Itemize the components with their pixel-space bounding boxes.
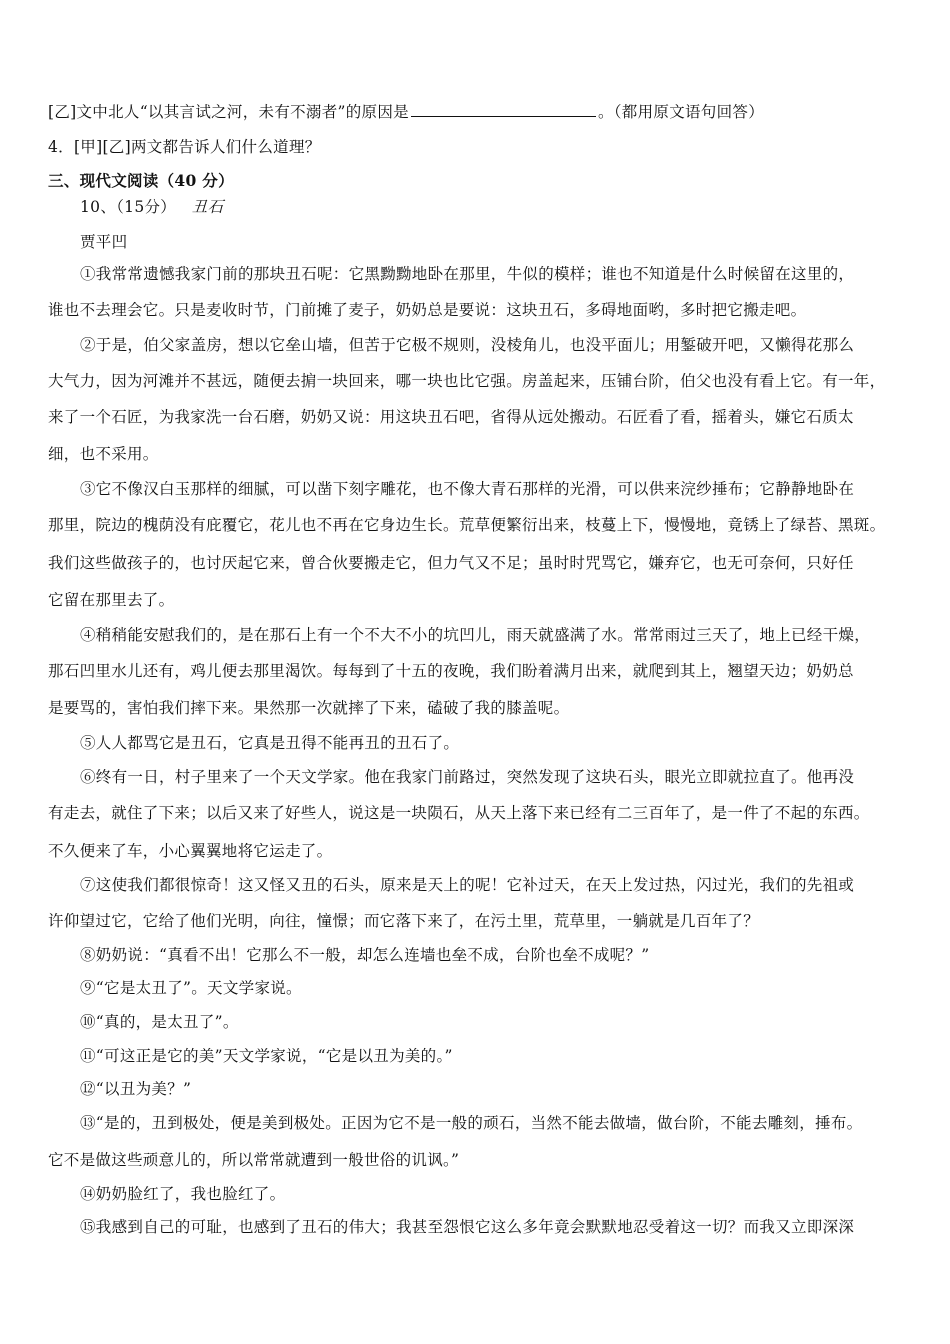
paragraph-line: ④稍稍能安慰我们的，是在那石上有一个不大不小的坑凹儿，雨天就盛满了水。常常雨过三天了，地上已经干燥， [80,626,871,644]
paragraph-line: 那里，院边的槐荫没有庇覆它，花儿也不再在它身边生长。荒草便繁衍出来，枝蔓上下，慢慢地，竟锈上了绿苔、黑斑。 [48,516,886,534]
section-heading: 三、现代文阅读（40 分） [48,171,234,190]
paragraph-line: ⑦这使我们都很惊奇！这又怪又丑的石头，原来是天上的呢！它补过天，在天上发过热，闪过光，我们的先祖或 [80,876,855,894]
question-10 [80,196,223,218]
paragraph-line: ②于是，伯父家盖房，想以它垒山墙，但苦于它极不规则，没棱角儿，也没平面儿；用錾破开吧，又懒得花那么 [80,336,855,354]
paragraph-line: 它留在那里去了。 [48,591,175,609]
question-yi-text: [乙]文中北人“以其言试之河，未有不溺者”的原因是 [48,103,409,121]
paragraph-line: ①我常常遗憾我家门前的那块丑石呢：它黑黝黝地卧在那里，牛似的模样；谁也不知道是什么时候留在这里的， [80,265,855,283]
paragraph-line: 细，也不采用。 [48,445,159,463]
article-author: 贾平凹 [80,233,128,251]
answer-blank[interactable] [411,102,596,117]
question-yi [48,101,764,123]
paragraph-line: 我们这些做孩子的，也讨厌起它来，曾合伙要搬走它，但力气又不足；虽时时咒骂它，嫌弃它，也无可奈何，只好任 [48,554,854,572]
paragraph-line: 是要骂的，害怕我们摔下来。果然那一次就摔了下来，磕破了我的膝盖呢。 [48,699,570,717]
paragraph-line: ⑤人人都骂它是丑石，它真是丑得不能再丑的丑石了。 [80,734,460,752]
paragraph-line: ⑥终有一日，村子里来了一个天文学家。他在我家门前路过，突然发现了这块石头，眼光立即就拉直了。他再没 [80,768,855,786]
paragraph-line: ⑪“可这正是它的美”天文学家说，“它是以丑为美的。” [80,1047,453,1065]
question-4: 4．[甲][乙]两文都告诉人们什么道理？ [48,138,321,156]
paragraph-line: ⑮我感到自己的可耻，也感到了丑石的伟大；我甚至怨恨它这么多年竟会默默地忍受着这一切？而我又立即深深 [80,1218,855,1236]
paragraph-line: 许仰望过它，它给了他们光明，向往，憧憬；而它落下来了，在污土里，荒草里，一躺就是几百年了？ [48,912,760,930]
paragraph-line: 不久便来了车，小心翼翼地将它运走了。 [48,842,333,860]
paragraph-line: ⑬“是的，丑到极处，便是美到极处。正因为它不是一般的顽石，当然不能去做墙，做台阶，不能去雕刻，捶布。 [80,1114,863,1132]
question-10-label: 10、（15分） [80,198,177,216]
paragraph-line: ⑨“它是太丑了”。天文学家说。 [80,979,302,997]
paragraph-line: ③它不像汉白玉那样的细腻，可以凿下刻字雕花，也不像大青石那样的光滑，可以供来浣纱捶布；它静静地卧在 [80,480,855,498]
paragraph-line: ⑩“真的，是太丑了”。 [80,1013,239,1031]
paragraph-line: 大气力，因为河滩并不甚远，随便去掮一块回来，哪一块也比它强。房盖起来，压铺台阶，伯父也没有看上它。有一年， [48,372,886,390]
paragraph-line: ⑧奶奶说：“真看不出！它那么不一般，却怎么连墙也垒不成，台阶也垒不成呢？” [80,946,650,964]
paragraph-line: 来了一个石匠，为我家洗一台石磨，奶奶又说：用这块丑石吧，省得从远处搬动。石匠看了看，摇着头，嫌它石质太 [48,408,854,426]
paragraph-line: 谁也不去理会它。只是麦收时节，门前摊了麦子，奶奶总是要说：这块丑石，多碍地面哟，多时把它搬走吧。 [48,301,807,319]
paragraph-line: 有走去，就住了下来；以后又来了好些人，说这是一块陨石，从天上落下来已经有二三百年了，是一件了不起的东西。 [48,804,870,822]
paragraph-line: ⑭奶奶脸红了，我也脸红了。 [80,1185,286,1203]
paragraph-line: 它不是做这些顽意儿的，所以常常就遭到一般世俗的讥讽。” [48,1151,460,1169]
paragraph-line: ⑫“以丑为美？” [80,1080,192,1098]
article-title: 丑石 [191,198,224,216]
question-yi-note: 。（都用原文语句回答） [597,103,765,121]
paragraph-line: 那石凹里水儿还有，鸡儿便去那里渴饮。每每到了十五的夜晚，我们盼着满月出来，就爬到其上，翘望天边；奶奶总 [48,662,854,680]
